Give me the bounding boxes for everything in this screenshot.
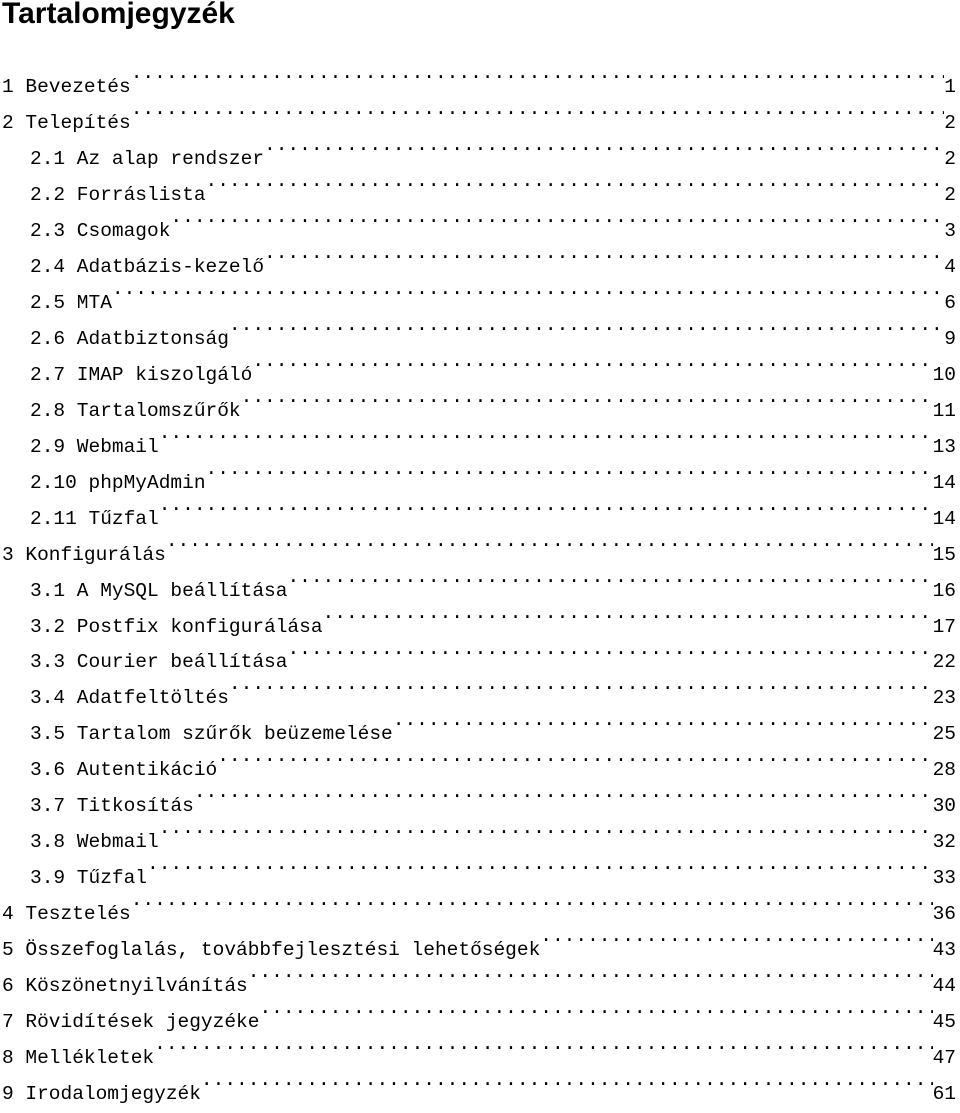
toc-entry-number: 2.4: [30, 255, 66, 278]
toc-entry-number: 2.9: [30, 435, 66, 458]
toc-entry-title: Bevezetés: [25, 75, 131, 98]
toc-entry[interactable]: [0, 272, 960, 314]
toc-entry-number: 2.1: [30, 147, 66, 170]
toc-entry-number: 4: [2, 903, 14, 926]
toc-entry-page-number: 4: [944, 255, 956, 278]
toc-entry-title: Mellékletek: [25, 1047, 155, 1070]
toc-entry-title: MTA: [76, 291, 112, 314]
toc-entry-number: 8: [2, 1047, 14, 1070]
toc-entry-title: A MySQL beállítása: [76, 579, 288, 602]
toc-dot-leader: [217, 739, 932, 775]
toc-dot-leader: [194, 775, 933, 811]
toc-entry-number: 6: [2, 975, 14, 998]
page-title: Tartalomjegyzék: [2, 0, 235, 30]
toc-entry-title: Adatfeltöltés: [76, 687, 229, 710]
toc-entry-page-number: 11: [932, 399, 956, 422]
toc-dot-leader: [264, 236, 944, 272]
toc-entry[interactable]: [0, 128, 960, 170]
toc-dot-leader: [206, 164, 945, 200]
toc-entry-page-number: 6: [944, 291, 956, 314]
toc-entry-title: Titkosítás: [76, 795, 194, 818]
toc-dot-leader: [229, 308, 944, 344]
toc-entry-number: 3.4: [30, 687, 66, 710]
toc-entry-title: Webmail: [76, 435, 159, 458]
toc-entry-number: 3: [2, 543, 14, 566]
toc-entry[interactable]: [0, 883, 960, 926]
toc-entry-title: Forráslista: [76, 183, 206, 206]
toc-entry-page-number: 9: [944, 327, 956, 350]
toc-dot-leader: [170, 200, 944, 236]
toc-entry-page-number: 10: [932, 363, 956, 386]
toc-entry-title: Webmail: [76, 831, 159, 854]
toc-entry-number: 3.9: [30, 867, 66, 890]
toc-dot-leader: [540, 919, 932, 955]
toc-entry-title: Csomagok: [76, 219, 171, 242]
toc-entry-number: 2.3: [30, 219, 66, 242]
toc-entry-title: Courier beállítása: [76, 651, 288, 674]
toc-entry-title: Tartalom szűrők beüzemelése: [76, 723, 393, 746]
toc-entry-title: Adatbiztonság: [76, 327, 229, 350]
toc-entry-title: phpMyAdmin: [88, 471, 206, 494]
toc-entry-title: Postfix konfigurálása: [76, 615, 323, 638]
toc-entry-title: Tesztelés: [25, 903, 131, 926]
toc-dot-leader: [323, 596, 933, 632]
toc-entry-page-number: 45: [932, 1011, 956, 1034]
toc-entry-number: 2.2: [30, 183, 66, 206]
toc-entry-page-number: 32: [932, 831, 956, 854]
toc-entry-title: Tartalomszűrők: [76, 399, 241, 422]
toc-entry-page-number: 2: [944, 111, 956, 134]
toc-dot-leader: [147, 847, 933, 883]
toc-entry-title: Autentikáció: [76, 759, 218, 782]
toc-dot-leader: [206, 452, 933, 488]
toc-entry-number: 5: [2, 939, 14, 962]
toc-entry-number: 9: [2, 1083, 14, 1106]
toc-entry-page-number: 16: [932, 579, 956, 602]
toc-entry-number: 2.5: [30, 291, 66, 314]
toc-dot-leader: [229, 667, 933, 703]
toc-entry-title: Irodalomjegyzék: [25, 1083, 201, 1106]
table-of-contents: [0, 56, 960, 1106]
toc-entry-number: 2.11: [30, 507, 77, 530]
toc-entry-page-number: 47: [932, 1047, 956, 1070]
toc-entry-number: 3.7: [30, 795, 66, 818]
toc-entry-page-number: 30: [932, 795, 956, 818]
toc-entry-page-number: 44: [932, 975, 956, 998]
toc-entry-number: 2: [2, 111, 14, 134]
toc-entry-page-number: 36: [932, 903, 956, 926]
toc-entry[interactable]: [0, 308, 960, 350]
toc-dot-leader: [131, 883, 933, 919]
toc-entry-title: Összefoglalás, továbbfejlesztési lehetőségek: [25, 939, 541, 962]
toc-entry-page-number: 43: [932, 939, 956, 962]
toc-entry-page-number: 61: [932, 1083, 956, 1106]
toc-dot-leader: [287, 632, 932, 668]
toc-dot-leader: [252, 344, 932, 380]
toc-dot-leader: [131, 92, 945, 128]
toc-entry-title: Az alap rendszer: [76, 147, 265, 170]
toc-entry-title: Tűzfal: [76, 867, 148, 890]
toc-entry-page-number: 2: [944, 147, 956, 170]
toc-entry-number: 3.2: [30, 615, 66, 638]
toc-dot-leader: [264, 128, 944, 164]
toc-entry-page-number: 15: [932, 543, 956, 566]
toc-entry-page-number: 13: [932, 435, 956, 458]
toc-entry-title: Rövidítések jegyzéke: [25, 1011, 260, 1034]
toc-entry-title: Telepítés: [25, 111, 131, 134]
toc-entry[interactable]: [0, 919, 960, 962]
toc-entry-title: Konfigurálás: [25, 543, 166, 566]
toc-entry-page-number: 28: [932, 759, 956, 782]
toc-entry[interactable]: [0, 56, 960, 98]
toc-dot-leader: [287, 560, 932, 596]
toc-entry-title: Adatbázis-kezelő: [76, 255, 265, 278]
toc-entry-page-number: 25: [932, 723, 956, 746]
toc-entry-number: 2.6: [30, 327, 66, 350]
toc-dot-leader: [248, 955, 933, 991]
toc-entry-number: 2.7: [30, 363, 66, 386]
toc-entry-title: Tűzfal: [88, 507, 159, 530]
toc-dot-leader: [112, 272, 944, 308]
toc-dot-leader: [259, 991, 932, 1027]
toc-entry-number: 2.10: [30, 471, 77, 494]
toc-dot-leader: [159, 811, 933, 847]
toc-entry-page-number: 1: [944, 75, 956, 98]
toc-entry-page-number: 33: [932, 867, 956, 890]
toc-entry-number: 1: [2, 75, 14, 98]
toc-entry-number: 3.5: [30, 723, 66, 746]
toc-dot-leader: [241, 380, 933, 416]
toc-entry-number: 3.1: [30, 579, 66, 602]
toc-entry-number: 3.6: [30, 759, 66, 782]
toc-entry-page-number: 17: [932, 615, 956, 638]
toc-dot-leader: [131, 56, 945, 92]
toc-entry-page-number: 3: [944, 219, 956, 242]
toc-entry-page-number: 23: [932, 687, 956, 710]
toc-dot-leader: [393, 703, 933, 739]
toc-dot-leader: [154, 1027, 932, 1063]
toc-entry-number: 2.8: [30, 399, 66, 422]
toc-dot-leader: [159, 488, 933, 524]
toc-entry-title: IMAP kiszolgáló: [76, 363, 253, 386]
toc-dot-leader: [166, 524, 933, 560]
toc-entry[interactable]: [0, 92, 960, 134]
toc-entry-page-number: 22: [932, 651, 956, 674]
toc-entry-page-number: 2: [944, 183, 956, 206]
toc-entry-number: 3.8: [30, 831, 66, 854]
toc-entry-number: 7: [2, 1011, 14, 1034]
toc-dot-leader: [159, 416, 933, 452]
toc-entry-title: Köszönetnyilvánítás: [25, 975, 248, 998]
toc-entry-number: 3.3: [30, 651, 66, 674]
toc-entry-page-number: 14: [932, 471, 956, 494]
toc-entry-page-number: 14: [932, 507, 956, 530]
